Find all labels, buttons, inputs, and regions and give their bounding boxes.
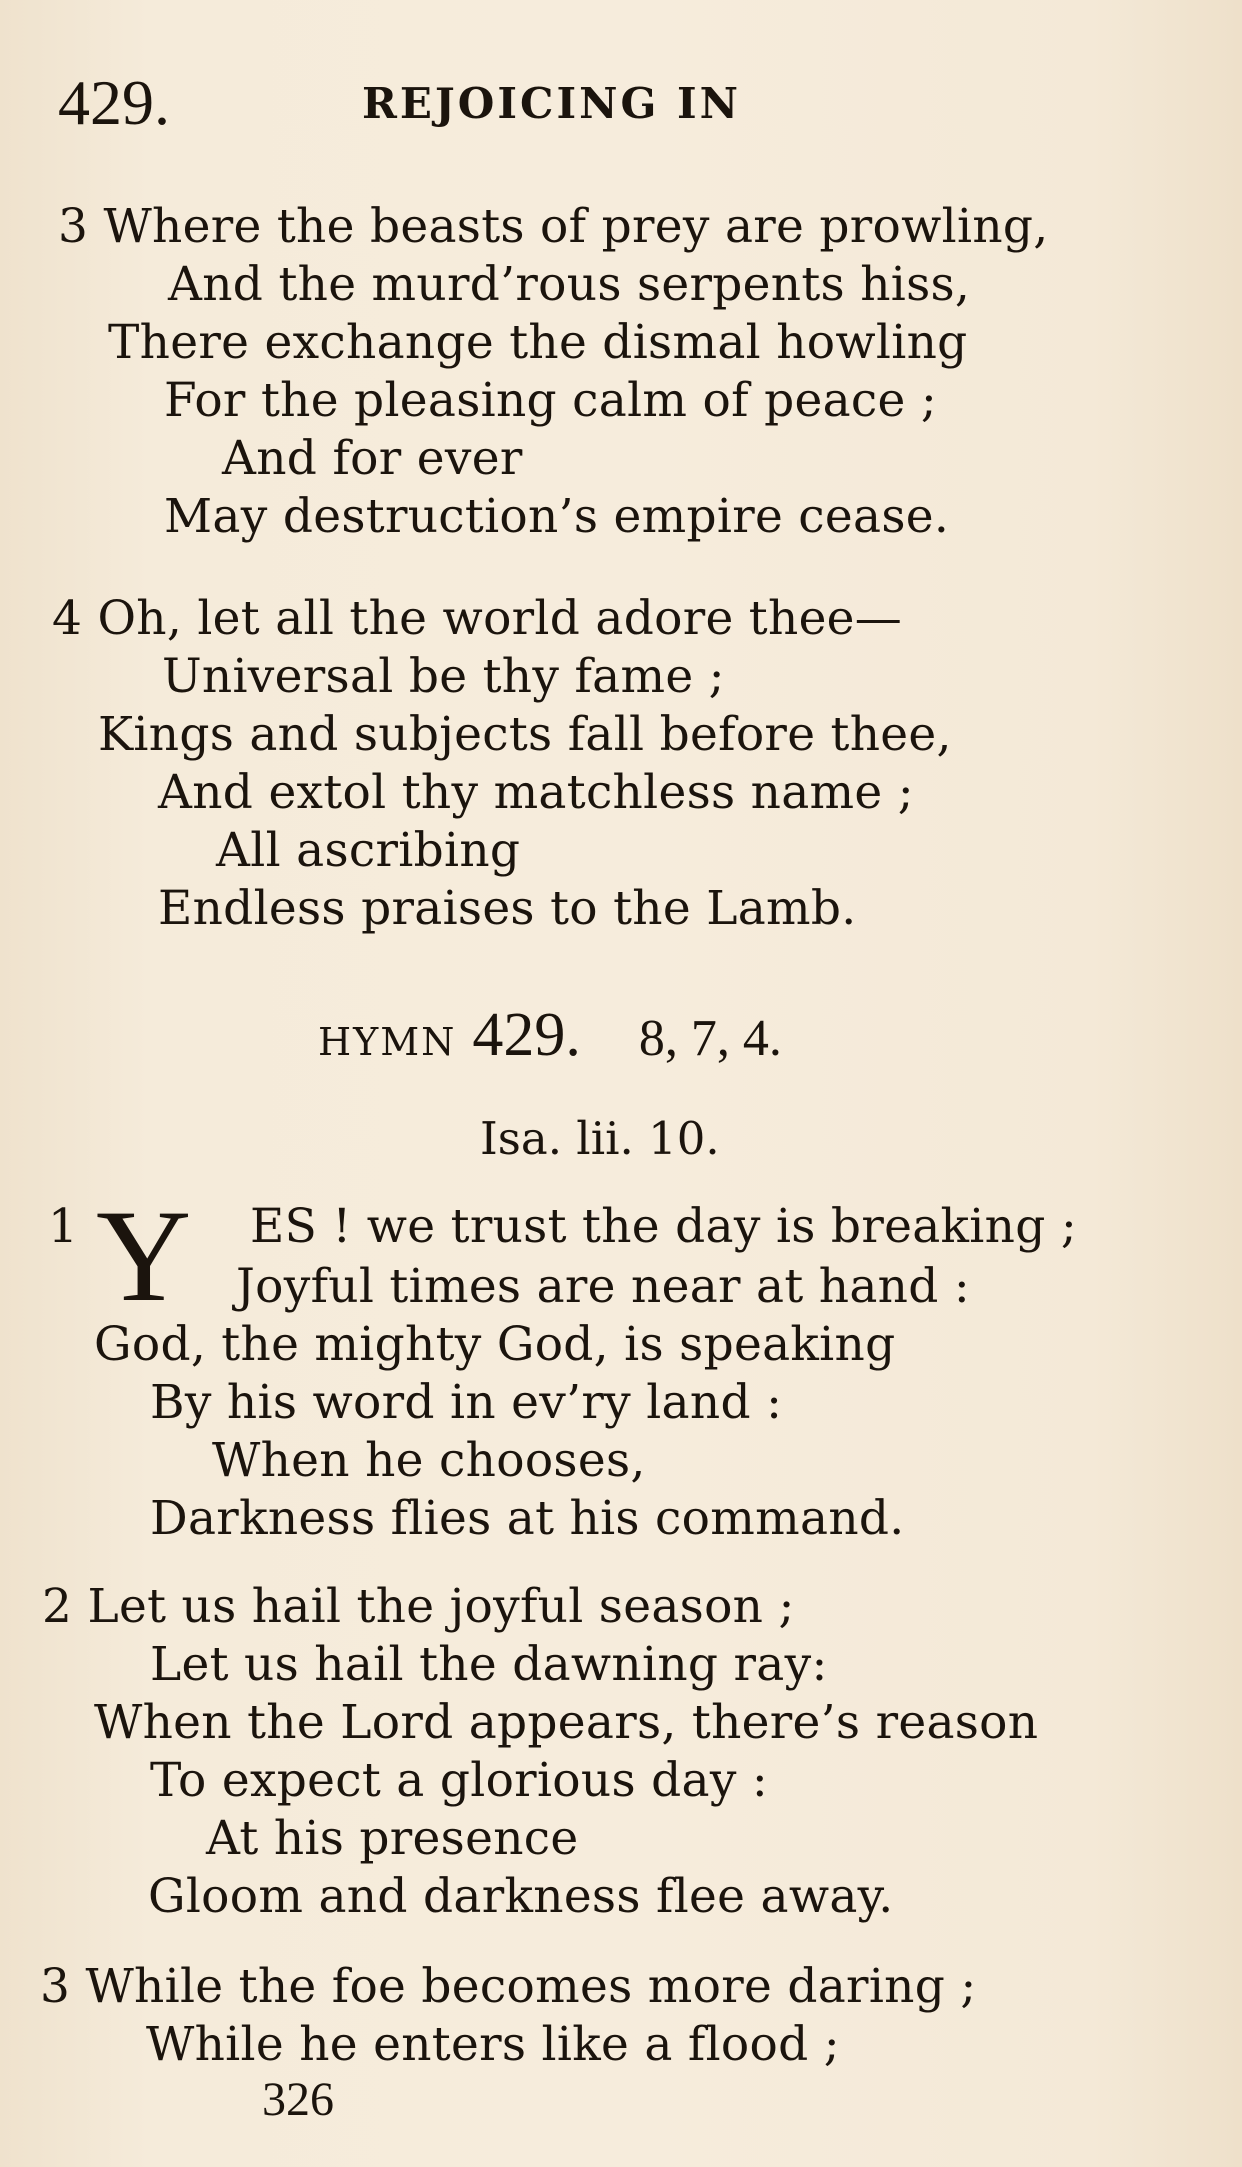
verse-line: Universal be thy fame ;	[162, 649, 725, 704]
verse-line: When he chooses,	[212, 1433, 646, 1488]
page-number-header: 429.	[58, 67, 170, 138]
verse-line: And for ever	[222, 431, 523, 486]
verse-line: Endless praises to the Lamb.	[158, 881, 857, 936]
verse-line: At his presence	[206, 1811, 579, 1866]
verse-line: While he enters like a flood ;	[146, 2017, 840, 2072]
verse-line: Darkness flies at his command.	[150, 1491, 905, 1546]
verse-line: There exchange the dismal howling	[108, 315, 968, 370]
verse-line: Kings and subjects fall before thee,	[98, 707, 952, 762]
verse-line: 3 Where the beasts of prey are prowling,	[58, 199, 1049, 254]
verse-line: By his word in ev’ry land :	[150, 1375, 783, 1430]
verse-line: Gloom and darkness flee away.	[148, 1869, 894, 1924]
verse-line: For the pleasing calm of peace ;	[164, 373, 938, 428]
running-title: REJOICING IN	[362, 79, 742, 128]
hymn-heading	[318, 1001, 782, 1072]
page-number-footer: 326	[262, 2073, 334, 2126]
verse-line: And the murd’rous serpents hiss,	[168, 257, 971, 312]
verse-line: Let us hail the dawning ray:	[150, 1637, 828, 1692]
verse-line: 4 Oh, let all the world adore thee—	[52, 591, 903, 646]
verse-line: May destruction’s empire cease.	[164, 489, 950, 544]
verse-line: 2 Let us hail the joyful season ;	[42, 1579, 795, 1634]
hymn-label: HYMN	[318, 1020, 457, 1064]
hymn-meter: 8, 7, 4.	[638, 1010, 782, 1067]
verse-line: God, the mighty God, is speaking	[94, 1317, 896, 1372]
verse-line: When the Lord appears, there’s reason	[94, 1695, 1039, 1750]
stanza-number: 1	[48, 1199, 79, 1254]
verse-line: Joyful times are near at hand :	[236, 1259, 971, 1314]
drop-cap: Y	[96, 1182, 192, 1329]
verse-line: ES ! we trust the day is breaking ;	[250, 1199, 1077, 1254]
verse-line: All ascribing	[216, 823, 521, 878]
scripture-reference: Isa. lii. 10.	[480, 1112, 720, 1165]
verse-line: And extol thy matchless name ;	[158, 765, 914, 820]
hymn-number: 429.	[472, 1001, 581, 1069]
verse-line: To expect a glorious day :	[150, 1753, 769, 1808]
verse-line: 3 While the foe becomes more daring ;	[40, 1959, 977, 2014]
